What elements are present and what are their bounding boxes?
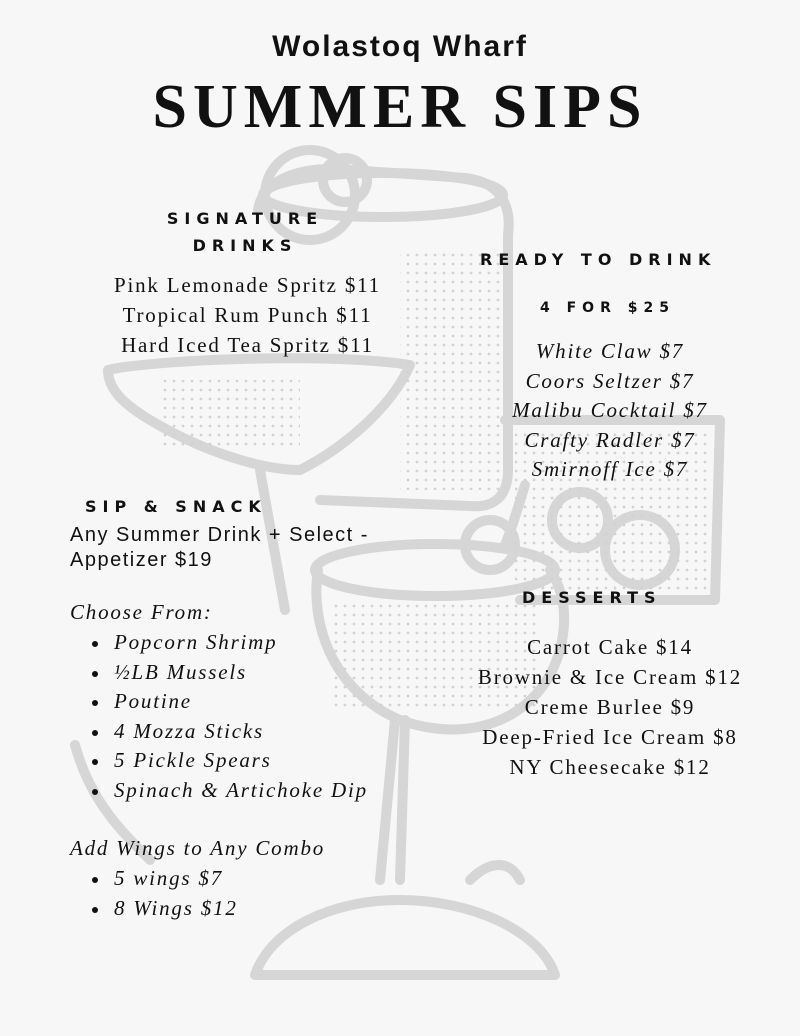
ready-to-drink-item: White Claw $7 [535, 339, 685, 363]
choose-from-label: Choose From: [70, 600, 213, 624]
signature-item: Hard Iced Tea Spritz $11 [121, 333, 374, 357]
sip-snack-desc-line: Appetizer $19 [70, 549, 213, 571]
dessert-item: Carrot Cake $14 [527, 635, 693, 659]
desserts-heading: DESSERTS [522, 588, 662, 607]
ready-to-drink-deal: 4 FOR $25 [540, 300, 675, 316]
dessert-item: NY Cheesecake $12 [509, 755, 711, 779]
list-item: 4 Mozza Sticks [90, 717, 368, 747]
signature-item: Tropical Rum Punch $11 [122, 303, 373, 327]
signature-list [60, 270, 435, 360]
list-item: Spinach & Artichoke Dip [90, 776, 368, 806]
signature-heading-line1: SIGNATURE [166, 209, 324, 228]
desserts-list [450, 632, 770, 782]
dessert-item: Brownie & Ice Cream $12 [477, 665, 743, 689]
ready-to-drink-item: Coors Seltzer $7 [525, 368, 695, 393]
sip-snack-desc-line: Any Summer Drink + Select - [70, 524, 369, 546]
list-item: 5 Pickle Spears [90, 746, 368, 776]
list-item: Popcorn Shrimp [90, 628, 368, 658]
wings-list [90, 864, 238, 923]
ready-to-drink-list [470, 337, 750, 485]
venue-name: Wolastoq Wharf [272, 30, 528, 63]
dessert-item: Creme Burlee $9 [524, 695, 696, 719]
list-item: ½LB Mussels [90, 658, 368, 688]
list-item: Poutine [90, 687, 368, 717]
signature-heading-line2: DRINKS [192, 236, 298, 255]
menu-title: SUMMER SIPS [152, 73, 648, 141]
ready-to-drink-heading: READY TO DRINK [480, 250, 717, 269]
add-wings-label: Add Wings to Any Combo [70, 836, 326, 860]
sip-snack-description [70, 523, 369, 573]
ready-to-drink-item: Crafty Radler $7 [524, 427, 696, 452]
signature-item: Pink Lemonade Spritz $11 [114, 273, 381, 297]
signature-heading [100, 205, 390, 259]
list-item: 8 Wings $12 [90, 894, 238, 924]
sip-snack-heading: SIP & SNACK [85, 497, 267, 516]
list-item: 5 wings $7 [90, 864, 238, 894]
appetizer-choices-list [90, 628, 368, 805]
ready-to-drink-item: Smirnoff Ice $7 [531, 457, 689, 481]
dessert-item: Deep-Fried Ice Cream $8 [482, 725, 738, 749]
ready-to-drink-item: Malibu Cocktail $7 [512, 398, 708, 422]
